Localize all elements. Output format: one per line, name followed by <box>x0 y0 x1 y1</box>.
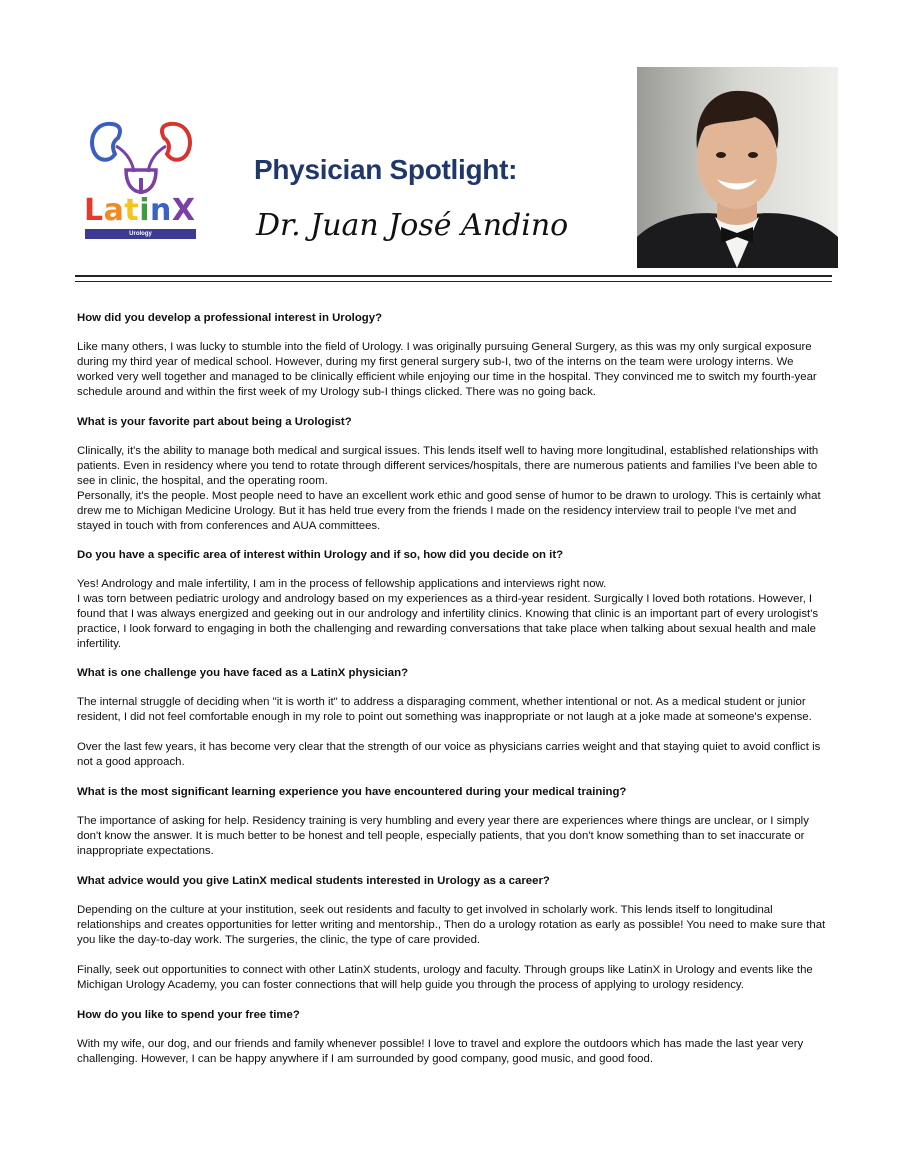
answer-paragraph: The importance of asking for help. Residency training is very humbling and every year there are experiences where things are unclear, or I simply don't know the answer. It is much better to be honest and tell people, especially patients, that you don't know something than to set inaccurate or inappropriate expectations. <box>77 815 809 857</box>
logo-letter: n <box>150 193 172 228</box>
page-title: Physician Spotlight: <box>254 154 518 185</box>
answer-paragraph: I was torn between pediatric urology and andrology based on my experiences as a third-year resident. Surgically I loved both rotations. However, I found that I was always energized and geeking out in our andrology and infertility clinics. Knowing that clinic is an important part of every urologist's practice, I look forward to engaging in both the challenging and rewarding conversations that take place when talking about sexual health and male infertility. <box>77 593 819 650</box>
question: How do you like to spend your free time? <box>77 1009 300 1021</box>
header-divider <box>75 275 832 277</box>
logo-letter: X <box>171 193 196 228</box>
question: What advice would you give LatinX medical students interested in Urology as a career? <box>77 875 550 887</box>
question: What is one challenge you have faced as a LatinX physician? <box>77 667 409 679</box>
answer-paragraph: Depending on the culture at your institution, seek out residents and faculty to get involved in scholarly work. This lends itself to longitudinal relationships and creates opportunities for letter writing and mentorship., Then do a urology rotation as early as possible! You need to make sure that you like the day-to-day work. The surgeries, the clinic, the type of care provided. <box>77 904 826 946</box>
answer-paragraph: Over the last few years, it has become very clear that the strength of our voice as physicians carries weight and that staying quiet to avoid conflict is not a good approach. <box>77 741 821 768</box>
logo-letter: L <box>84 193 104 228</box>
logo-bar: Urology <box>85 229 196 239</box>
question: What is the most significant learning experience you have encountered during your medical training? <box>77 786 627 798</box>
interview-content <box>77 311 829 1082</box>
logo-wordmark <box>84 193 196 228</box>
logo-letter: a <box>103 193 125 228</box>
kidney-icon <box>82 118 200 198</box>
logo-letter: t <box>124 193 140 228</box>
header-divider-thin <box>75 281 832 282</box>
logo-letter: i <box>139 193 151 228</box>
answer-paragraph: The internal struggle of deciding when "it is worth it" to address a disparaging comment, whether intentional or not. As a medical student or junior resident, I did not feel comfortable enough in my role to point out something was inappropriate or not laugh at a joke made at someone's expense. <box>77 696 812 723</box>
physician-name: Dr. Juan José Andino <box>256 208 569 243</box>
answer-paragraph: Yes! Andrology and male infertility, I am in the process of fellowship applications and interviews right now. <box>77 578 607 590</box>
latinx-urology-logo <box>82 118 200 242</box>
question: How did you develop a professional interest in Urology? <box>77 312 383 324</box>
physician-photo <box>637 67 838 268</box>
answer-paragraph: Personally, it's the people. Most people need to have an excellent work ethic and good sense of humor to be drawn to urology. This is certainly what drew me to Michigan Medicine Urology. But it has held true every from the friends I made on the residency interview trail to people I've met and stayed in touch with from conferences and AUA committees. <box>77 490 821 532</box>
answer-paragraph: Clinically, it's the ability to manage both medical and surgical issues. This lends itself well to having more longitudinal, established relationships with patients. Even in residency where you tend to rotate through different services/hospitals, there are numerous patients and families I've been able to see in clinic, the hospital, and the operating room. <box>77 445 819 487</box>
question: Do you have a specific area of interest within Urology and if so, how did you decide on it? <box>77 549 564 561</box>
answer-paragraph: Finally, seek out opportunities to connect with other LatinX students, urology and faculty. Through groups like LatinX in Urology and events like the Michigan Urology Academy, you can foster connections that will help guide you through the process of applying to urology residency. <box>77 964 813 991</box>
answer-paragraph: With my wife, our dog, and our friends and family whenever possible! I love to travel and explore the outdoors which has made the last year very challenging. However, I can be happy anywhere if I am surrounded by good company, good music, and good food. <box>77 1038 804 1065</box>
question: What is your favorite part about being a Urologist? <box>77 416 352 428</box>
answer-paragraph: Like many others, I was lucky to stumble into the field of Urology. I was originally pursuing General Surgery, as this was my only surgical exposure during my third year of medical school. However, during my first general surgery sub-I, two of the interns on the team were urology interns. We worked very well together and managed to be clinically efficient while enjoying our time in the hospital. They convinced me to switch my fourth-year schedule around and within the first week of my Urology sub-I things clicked. There was no going back. <box>77 341 817 398</box>
